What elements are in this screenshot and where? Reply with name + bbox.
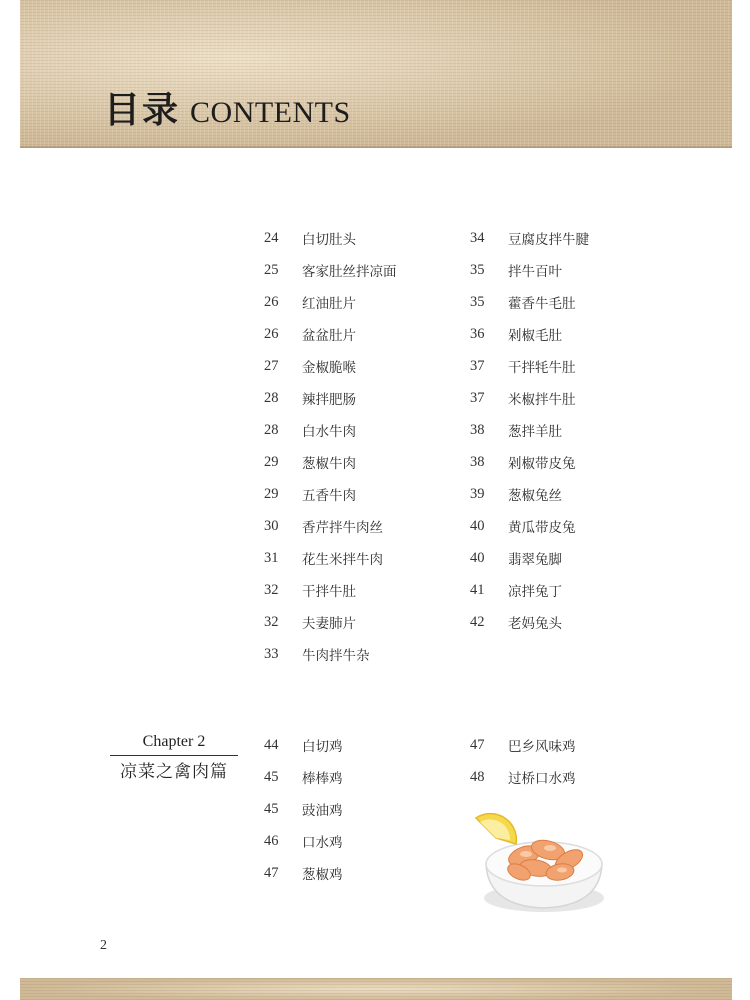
toc-entry bbox=[264, 446, 397, 478]
toc-entry-page: 44 bbox=[264, 736, 279, 753]
toc-entry bbox=[264, 510, 397, 542]
chapter-label: Chapter 2 bbox=[142, 733, 206, 750]
toc-entry-page: 28 bbox=[264, 389, 279, 406]
toc-entry-page: 41 bbox=[470, 581, 485, 598]
toc-entry bbox=[264, 478, 397, 510]
toc-entry-title: 棒棒鸡 bbox=[302, 771, 343, 787]
toc-entry-page: 48 bbox=[470, 768, 485, 785]
toc-entry-page: 31 bbox=[264, 549, 279, 566]
toc-entry-title: 红油肚片 bbox=[302, 296, 356, 312]
toc-entry-page: 34 bbox=[470, 229, 485, 246]
toc-entry bbox=[470, 574, 589, 606]
toc-entry bbox=[470, 542, 589, 574]
toc-entry-title: 夫妻肺片 bbox=[302, 616, 356, 632]
toc-entry-title: 葱椒鸡 bbox=[302, 867, 343, 883]
toc-entry bbox=[470, 318, 589, 350]
toc-column-1 bbox=[264, 222, 397, 670]
toc-entry bbox=[264, 350, 397, 382]
toc-entry-page: 24 bbox=[264, 229, 279, 246]
toc-entry-title: 剁椒带皮兔 bbox=[508, 456, 576, 472]
toc-entry-page: 35 bbox=[470, 293, 485, 310]
toc-entry-title: 牛肉拌牛杂 bbox=[302, 648, 370, 664]
toc-entry-title: 花生米拌牛肉 bbox=[302, 552, 383, 568]
toc-entry-page: 26 bbox=[264, 293, 279, 310]
toc-entry-title: 白切肚头 bbox=[302, 232, 356, 248]
toc-entry bbox=[264, 318, 397, 350]
toc-entry-page: 32 bbox=[264, 581, 279, 598]
toc-entry-title: 金椒脆喉 bbox=[302, 360, 356, 376]
toc-entry bbox=[470, 414, 589, 446]
toc-entry-page: 42 bbox=[470, 613, 485, 630]
page-number: 2 bbox=[100, 938, 107, 953]
toc-entry-title: 口水鸡 bbox=[302, 835, 343, 851]
toc-column-2 bbox=[470, 222, 589, 638]
toc-entry-page: 27 bbox=[264, 357, 279, 374]
page-title bbox=[104, 82, 351, 132]
toc-entry bbox=[470, 729, 576, 761]
toc-entry bbox=[264, 793, 343, 825]
chapter-heading bbox=[110, 729, 238, 786]
toc-entry-page: 37 bbox=[470, 389, 485, 406]
toc-entry bbox=[264, 414, 397, 446]
toc-entry-page: 30 bbox=[264, 517, 279, 534]
toc-entry-title: 客家肚丝拌凉面 bbox=[302, 264, 397, 280]
toc-entry-page: 40 bbox=[470, 517, 485, 534]
chapter-title: 凉菜之禽肉篇 bbox=[120, 762, 228, 782]
toc-entry bbox=[264, 222, 397, 254]
toc-entry-page: 32 bbox=[264, 613, 279, 630]
toc-entry-page: 45 bbox=[264, 768, 279, 785]
toc-entry-page: 29 bbox=[264, 485, 279, 502]
toc-entry-title: 翡翠兔脚 bbox=[508, 552, 562, 568]
toc-entry-title: 过桥口水鸡 bbox=[508, 771, 576, 787]
toc-entry-page: 47 bbox=[264, 864, 279, 881]
toc-entry-page: 36 bbox=[470, 325, 485, 342]
toc-entry bbox=[264, 857, 343, 889]
toc-entry-page: 40 bbox=[470, 549, 485, 566]
toc-entry bbox=[264, 254, 397, 286]
toc-entry bbox=[264, 542, 397, 574]
toc-entry-title: 五香牛肉 bbox=[302, 488, 356, 504]
toc-entry bbox=[470, 446, 589, 478]
toc-entry-title: 拌牛百叶 bbox=[508, 264, 562, 280]
toc-entry-title: 香芹拌牛肉丝 bbox=[302, 520, 383, 536]
toc-entry bbox=[264, 825, 343, 857]
toc-entry bbox=[470, 286, 589, 318]
toc-entry-page: 35 bbox=[470, 261, 485, 278]
toc-entry-title: 辣拌肥肠 bbox=[302, 392, 356, 408]
toc-entry bbox=[470, 382, 589, 414]
toc-entry bbox=[470, 510, 589, 542]
toc-entry-page: 38 bbox=[470, 453, 485, 470]
toc-entry-page: 47 bbox=[470, 736, 485, 753]
toc-entry-title: 豉油鸡 bbox=[302, 803, 343, 819]
footer-band bbox=[20, 978, 732, 1000]
toc-entry-title: 干拌牦牛肚 bbox=[508, 360, 576, 376]
toc-entry bbox=[470, 350, 589, 382]
title-chinese: 目录 bbox=[104, 90, 181, 131]
toc-column-3 bbox=[264, 729, 343, 889]
toc-entry-title: 葱椒牛肉 bbox=[302, 456, 356, 472]
toc-entry-title: 巴乡风味鸡 bbox=[508, 739, 576, 755]
toc-entry-page: 45 bbox=[264, 800, 279, 817]
toc-entry bbox=[264, 574, 397, 606]
title-english: CONTENTS bbox=[190, 96, 351, 129]
toc-entry-title: 老妈兔头 bbox=[508, 616, 562, 632]
toc-entry bbox=[470, 478, 589, 510]
shrimp-bowl-icon bbox=[464, 798, 614, 920]
toc-entry-page: 39 bbox=[470, 485, 485, 502]
toc-entry-page: 26 bbox=[264, 325, 279, 342]
toc-entry-title: 白切鸡 bbox=[302, 739, 343, 755]
toc-entry-page: 37 bbox=[470, 357, 485, 374]
toc-entry-title: 白水牛肉 bbox=[302, 424, 356, 440]
toc-entry-title: 藿香牛毛肚 bbox=[508, 296, 576, 312]
toc-entry-title: 豆腐皮拌牛腱 bbox=[508, 232, 589, 248]
toc-entry-title: 干拌牛肚 bbox=[302, 584, 356, 600]
toc-entry bbox=[264, 382, 397, 414]
toc-entry-page: 33 bbox=[264, 645, 279, 662]
toc-entry-page: 38 bbox=[470, 421, 485, 438]
toc-column-4 bbox=[470, 729, 576, 793]
toc-entry-title: 米椒拌牛肚 bbox=[508, 392, 576, 408]
toc-entry-title: 黄瓜带皮兔 bbox=[508, 520, 576, 536]
toc-entry bbox=[470, 222, 589, 254]
toc-entry-title: 凉拌兔丁 bbox=[508, 584, 562, 600]
toc-entry-page: 25 bbox=[264, 261, 279, 278]
toc-entry-title: 剁椒毛肚 bbox=[508, 328, 562, 344]
toc-entry bbox=[470, 254, 589, 286]
toc-entry bbox=[264, 286, 397, 318]
toc-entry bbox=[470, 606, 589, 638]
toc-entry bbox=[470, 761, 576, 793]
toc-entry bbox=[264, 606, 397, 638]
toc-entry bbox=[264, 638, 397, 670]
toc-entry bbox=[264, 729, 343, 761]
toc-entry-page: 29 bbox=[264, 453, 279, 470]
toc-entry-page: 28 bbox=[264, 421, 279, 438]
toc-entry bbox=[264, 761, 343, 793]
toc-entry-title: 葱拌羊肚 bbox=[508, 424, 562, 440]
toc-entry-title: 葱椒兔丝 bbox=[508, 488, 562, 504]
toc-entry-page: 46 bbox=[264, 832, 279, 849]
toc-entry-title: 盆盆肚片 bbox=[302, 328, 356, 344]
